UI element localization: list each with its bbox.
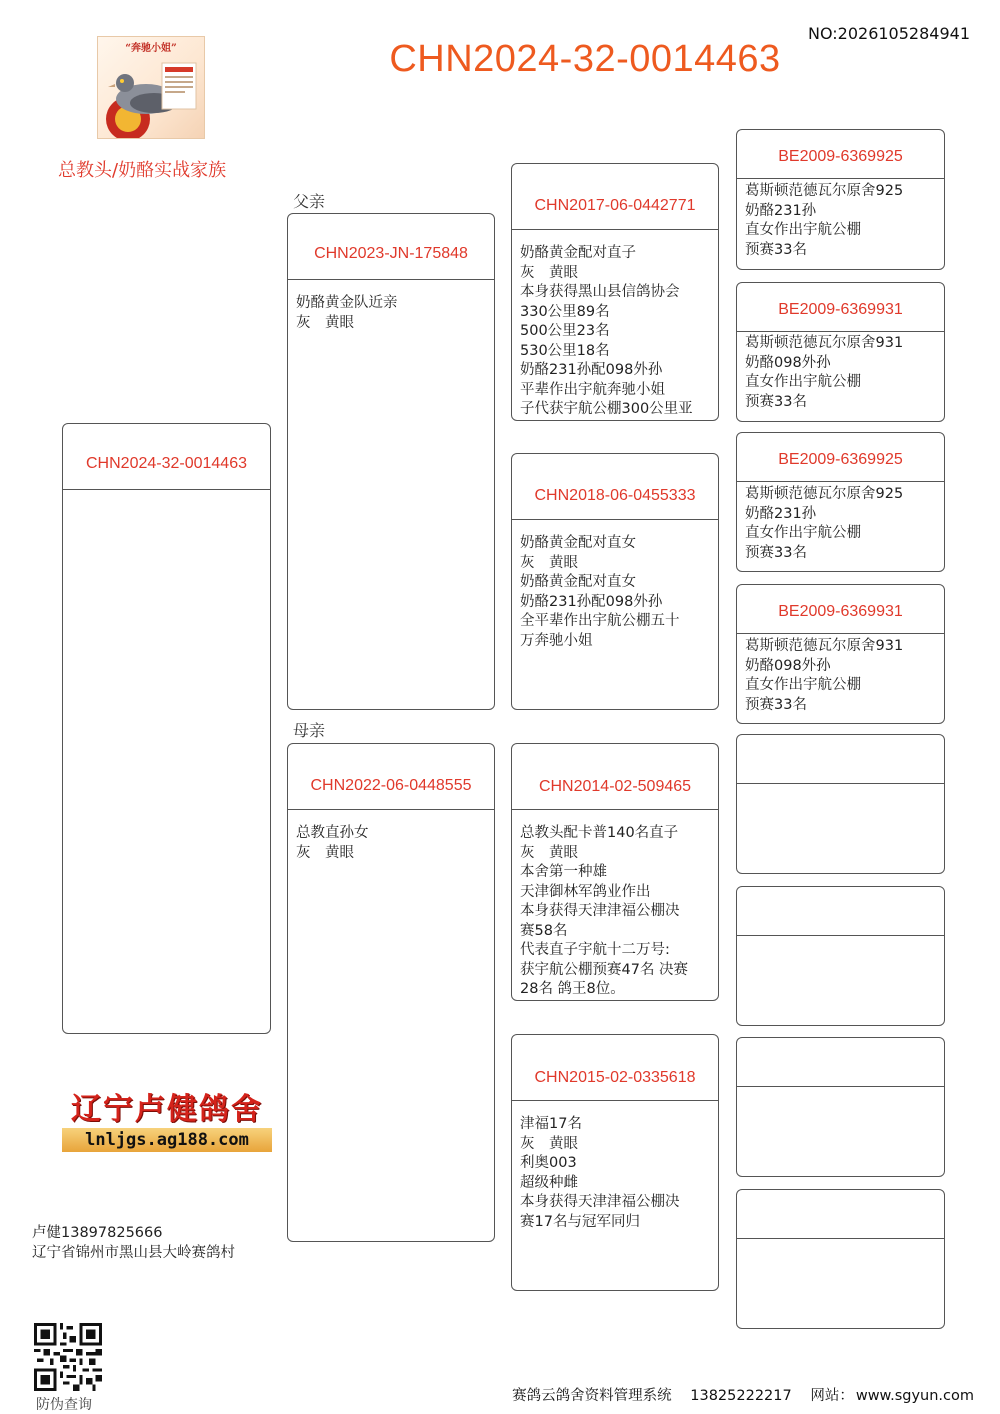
loft-logo-url: lnljgs.ag188.com: [62, 1128, 272, 1152]
great-grandparent-ring: BE2009-6369925: [737, 433, 944, 482]
footer-site-link[interactable]: www.sgyun.com: [855, 1388, 974, 1404]
footer: [498, 1384, 974, 1405]
sire-card: [287, 213, 495, 710]
loft-logo-name: 辽宁卢健鸽舍: [71, 1092, 263, 1127]
grandparent-card: [511, 453, 719, 710]
subject-card: [62, 423, 271, 1034]
footer-phone: 13825222217: [690, 1388, 792, 1404]
grandparent-ring: CHN2014-02-509465: [512, 744, 718, 810]
document-number: NO:2026105284941: [807, 24, 970, 43]
empty-ancestor-card: [736, 1189, 945, 1329]
empty-ancestor-card: [736, 734, 945, 874]
qr-code-icon[interactable]: [34, 1323, 102, 1391]
logo-banner: “奔驰小姐”: [125, 43, 177, 54]
grandparent-desc: 奶酪黄金配对直子 灰 黄眼 本身获得黑山县信鸽协会 330公里89名 500公里23名 530公里18名 奶酪231孙配098外孙 平辈作出宇航奔驰小姐 子代获宇航公棚300公里亚: [520, 245, 693, 417]
sire-label: 父亲: [293, 192, 326, 211]
grandparent-card: [511, 743, 719, 1001]
great-grandparent-card: [736, 282, 945, 422]
empty-ring-slot: [737, 1038, 944, 1087]
loft-logo: [62, 1084, 272, 1154]
footer-site-label: 网站：: [810, 1388, 854, 1404]
page-title: CHN2024-32-0014463: [389, 38, 781, 80]
great-grandparent-ring: BE2009-6369925: [737, 130, 944, 179]
pigeon-photo-logo: [97, 36, 205, 139]
sire-desc: 奶酪黄金队近亲 灰 黄眼: [296, 295, 398, 331]
great-grandparent-ring: BE2009-6369931: [737, 283, 944, 332]
great-grandparent-card: [736, 432, 945, 572]
grandparent-desc: 总教头配卡普140名直子 灰 黄眼 本舍第一种雄 天津御林军鸽业作出 本身获得天津津福公棚决 赛58名 代表直子宇航十二万号: 获宇航公棚预赛47名 决赛 28名 鸽王8位。: [520, 825, 689, 997]
subject-ring: CHN2024-32-0014463: [63, 424, 270, 490]
grandparent-card: [511, 163, 719, 421]
family-line: 总教头/奶酪实战家族: [58, 160, 227, 181]
pigeon-icon: [98, 37, 204, 138]
sire-ring: CHN2023-JN-175848: [288, 214, 494, 280]
footer-system-name: 赛鸽云鸽舍资料管理系统: [512, 1388, 672, 1404]
empty-ancestor-card: [736, 1037, 945, 1177]
grandparent-desc: 奶酪黄金配对直女 灰 黄眼 奶酪黄金配对直女 奶酪231孙配098外孙 全平辈作出宇航公棚五十 万奔驰小姐: [520, 535, 680, 649]
great-grandparent-ring: BE2009-6369931: [737, 585, 944, 634]
dam-card: [287, 743, 495, 1242]
dam-ring: CHN2022-06-0448555: [288, 744, 494, 810]
great-grandparent-card: [736, 129, 945, 270]
empty-ancestor-card: [736, 886, 945, 1026]
great-grandparent-desc: 葛斯顿范德瓦尔原舍925 奶酪231孙 直女作出宇航公棚 预赛33名: [745, 486, 904, 561]
loft-contact: 卢健13897825666: [32, 1225, 163, 1241]
great-grandparent-card: [736, 584, 945, 724]
grandparent-ring: CHN2015-02-0335618: [512, 1035, 718, 1101]
loft-address: 辽宁省锦州市黑山县大岭赛鸽村: [32, 1245, 235, 1261]
empty-ring-slot: [737, 735, 944, 784]
anti-fake-query-label[interactable]: 防伪查询: [36, 1397, 92, 1413]
empty-ring-slot: [737, 887, 944, 936]
grandparent-ring: CHN2017-06-0442771: [512, 164, 718, 230]
great-grandparent-desc: 葛斯顿范德瓦尔原舍925 奶酪231孙 直女作出宇航公棚 预赛33名: [745, 183, 904, 258]
grandparent-desc: 津福17名 灰 黄眼 利奥003 超级种雌 本身获得天津津福公棚决 赛17名与冠军同归: [520, 1116, 680, 1230]
grandparent-ring: CHN2018-06-0455333: [512, 454, 718, 520]
grandparent-card: [511, 1034, 719, 1291]
great-grandparent-desc: 葛斯顿范德瓦尔原舍931 奶酪098外孙 直女作出宇航公棚 预赛33名: [745, 638, 904, 713]
great-grandparent-desc: 葛斯顿范德瓦尔原舍931 奶酪098外孙 直女作出宇航公棚 预赛33名: [745, 335, 904, 410]
empty-ring-slot: [737, 1190, 944, 1239]
dam-desc: 总教直孙女 灰 黄眼: [296, 825, 369, 861]
dam-label: 母亲: [293, 721, 326, 740]
